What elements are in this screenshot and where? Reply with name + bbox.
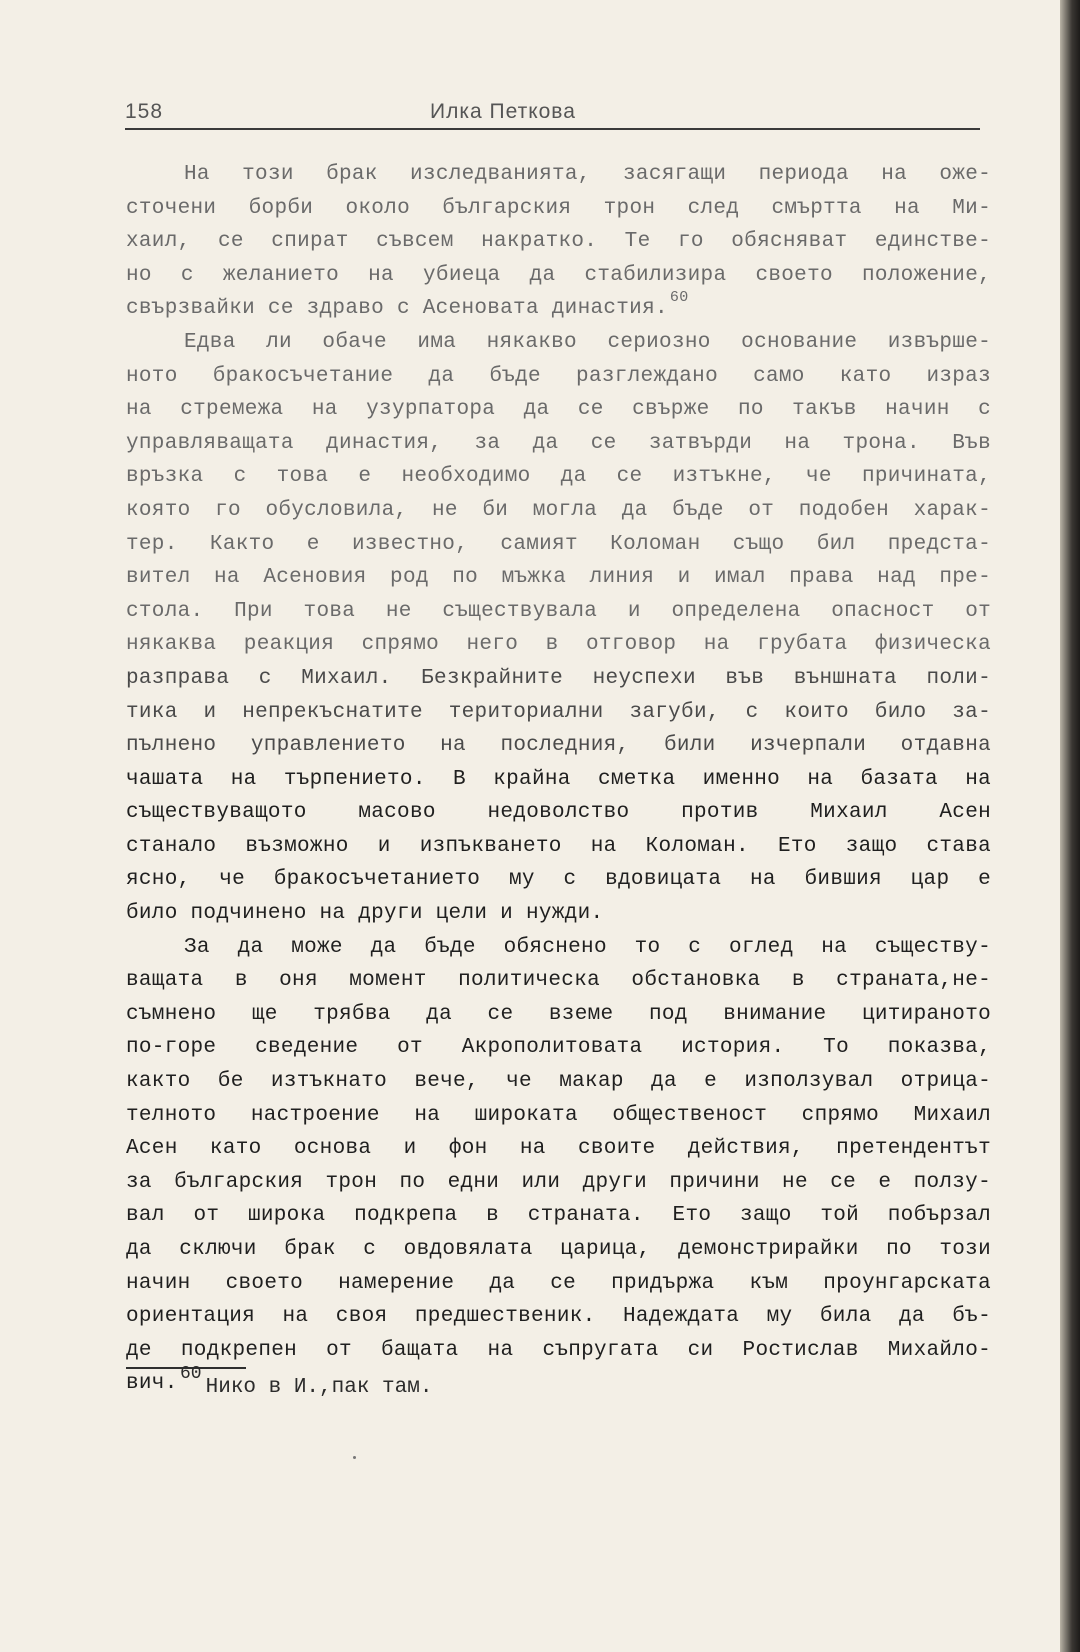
- text-line: вич.: [126, 1372, 178, 1396]
- text-line: станало възможно и изпъкването на Коломан. Ето защо става: [126, 834, 991, 858]
- text-line: де подкрепен от бащата на съпругата си Ростислав Михайло-: [126, 1338, 991, 1362]
- running-head-title: Илка Петкова: [430, 100, 576, 123]
- page-binding-edge: [1060, 0, 1080, 1652]
- text-line: ващата в оня момент политическа обстановка в страната,не-: [126, 969, 991, 993]
- text-line: по-горе сведение от Акрополитовата история. То показва,: [126, 1036, 991, 1060]
- footnote-number: 60: [180, 1364, 202, 1384]
- text-line: било подчинено на други цели и нужди.: [126, 902, 604, 926]
- text-line: На този брак изследванията, засягащи периода на оже-: [184, 163, 991, 186]
- text-line: за българския трон по едни или други причини не се е ползу-: [126, 1170, 991, 1194]
- text-line: Едва ли обаче има някакво сериозно основание извърше-: [184, 330, 991, 354]
- running-head: [125, 100, 985, 130]
- footnote-text: Нико в И.,пак там.: [205, 1376, 433, 1399]
- text-line: разправа с Михаил. Безкрайните неуспехи във външната поли-: [126, 666, 991, 690]
- text-line: но с желанието на убиеца да стабилизира своето положение,: [126, 263, 991, 287]
- body-text: [126, 158, 991, 1401]
- text-line-with-footnote: [126, 289, 991, 326]
- text-line: начин своето намерение да се придържа към проунгарската: [126, 1271, 991, 1295]
- text-line: ясно, че бракосъчетанието му с вдовицата на бившия цар е: [126, 868, 991, 892]
- text-line: управляващата династия, за да се затвърди на трона. Във: [126, 431, 991, 455]
- text-line: свързвайки се здраво с Асеновата династия.: [126, 297, 668, 321]
- text-line: съществуващото масово недоволство против Михаил Асен: [126, 801, 991, 825]
- text-line: тер. Както е известно, самият Коломан също бил предста-: [126, 532, 991, 556]
- text-line: За да може да бъде обяснено то с оглед на съществу-: [184, 935, 991, 959]
- text-line: тика и непрекъснатите териториални загуби, с които било за-: [126, 700, 991, 724]
- text-line: на стремежа на узурпатора да се свърже по такъв начин с: [126, 398, 991, 422]
- footnote: [180, 1364, 433, 1399]
- text-line: да сключи брак с овдовялата царица, демонстрирайки по този: [126, 1238, 991, 1261]
- text-line: сточени борби около българския трон след смъртта на Ми-: [126, 196, 991, 220]
- paper-speck: [353, 1456, 356, 1459]
- header-rule: [125, 128, 980, 130]
- text-line: Асен като основа и фон на своите действия, претендентът: [126, 1137, 991, 1161]
- text-line: както бе изтъкнато вече, че макар да е използувал отрица-: [126, 1070, 991, 1094]
- text-line: която го обусловила, не би могла да бъде от подобен харак-: [126, 498, 991, 522]
- page-number: 158: [125, 100, 164, 123]
- text-line: някаква реакция спрямо него в отговор на грубата физическа: [126, 633, 991, 657]
- text-line: хаил, се спират съвсем накратко. Те го обясняват единстве-: [126, 230, 991, 254]
- text-line: връзка с това е необходимо да се изтъкне, че причината,: [126, 465, 991, 489]
- text-line: ориентация на своя предшественик. Надеждата му била да бъ-: [126, 1305, 991, 1329]
- text-line: телното настроение на широката общественост спрямо Михаил: [126, 1103, 991, 1127]
- text-line: пълнено управлението на последния, били изчерпали отдавна: [126, 734, 991, 758]
- text-line: съмнено ще трябва да се вземе под внимание цитираното: [126, 1002, 991, 1026]
- text-line: стола. При това не съществувала и определена опасност от: [126, 599, 991, 623]
- text-line: вал от широка подкрепа в страната. Ето защо той побързал: [126, 1204, 991, 1228]
- text-line: вител на Асеновия род по мъжка линия и имал права над пре-: [126, 566, 991, 590]
- footnote-reference: 60: [669, 289, 689, 307]
- text-line: ното бракосъчетание да бъде разглеждано само като израз: [126, 364, 991, 388]
- text-line: чашата на търпението. В крайна сметка именно на базата на: [126, 767, 991, 791]
